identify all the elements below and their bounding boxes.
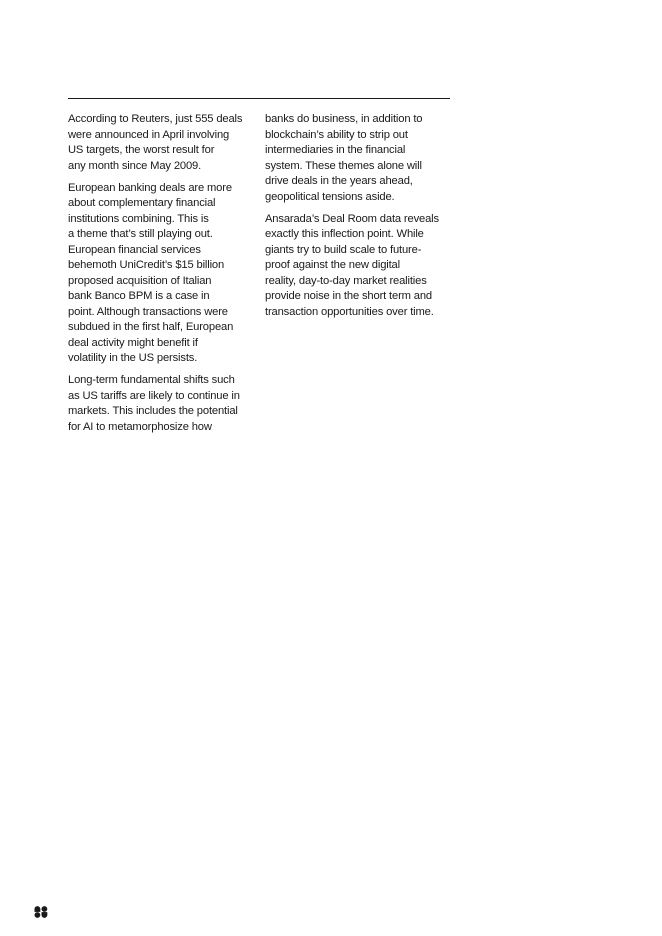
text-line: as US tariffs are likely to continue in	[68, 389, 240, 402]
text-line: US targets, the worst result for	[68, 144, 215, 156]
text-line: any month since May 2009.	[68, 159, 202, 172]
text-line: volatility in the US persists.	[68, 352, 198, 364]
text-line: geopolitical tensions aside.	[265, 190, 395, 203]
text-line: point. Although transactions were	[68, 305, 228, 318]
text-line: bank Banco BPM is a case in	[68, 290, 210, 302]
text-line: deal activity might benefit if	[68, 336, 198, 349]
header-rule	[68, 98, 450, 99]
text-line: Long-term fundamental shifts such	[68, 374, 235, 386]
left-text-column	[68, 112, 258, 442]
text-line: intermediaries in the financial	[265, 144, 406, 156]
text-line: subdued in the first half, European	[68, 321, 234, 333]
text-line: a theme that’s still playing out.	[68, 228, 213, 240]
text-line: transaction opportunities over time.	[265, 305, 434, 318]
text-line: Ansarada’s Deal Room data reveals	[265, 212, 439, 225]
text-line: blockchain’s ability to strip out	[265, 128, 408, 141]
text-line: reality, day-to-day market realities	[265, 274, 427, 287]
brand-logo-icon	[34, 906, 48, 918]
text-line: proposed acquisition of Italian	[68, 274, 212, 287]
paragraph	[68, 181, 258, 367]
text-line: giants try to build scale to future-	[265, 243, 422, 256]
paragraph	[68, 373, 258, 435]
text-line: behemoth UniCredit’s $15 billion	[68, 259, 225, 271]
paragraph	[265, 212, 455, 321]
text-line: exactly this inflection point. While	[265, 228, 424, 240]
text-line: provide noise in the short term and	[265, 290, 433, 302]
text-line: drive deals in the years ahead,	[265, 175, 413, 187]
right-text-column	[265, 112, 455, 327]
text-line: markets. This includes the potential	[68, 405, 238, 417]
text-line: system. These themes alone will	[265, 159, 422, 172]
text-line: about complementary financial	[68, 197, 216, 209]
text-line: institutions combining. This is	[68, 212, 209, 225]
paragraph	[68, 112, 258, 174]
text-line: banks do business, in addition to	[265, 113, 423, 125]
text-line: European financial services	[68, 243, 201, 256]
text-line: According to Reuters, just 555 deals	[68, 113, 243, 125]
text-line: European banking deals are more	[68, 181, 232, 194]
paragraph	[265, 112, 455, 205]
text-line: were announced in April involving	[68, 128, 230, 141]
text-line: proof against the new digital	[265, 259, 400, 271]
text-line: for AI to metamorphosize how	[68, 420, 212, 433]
